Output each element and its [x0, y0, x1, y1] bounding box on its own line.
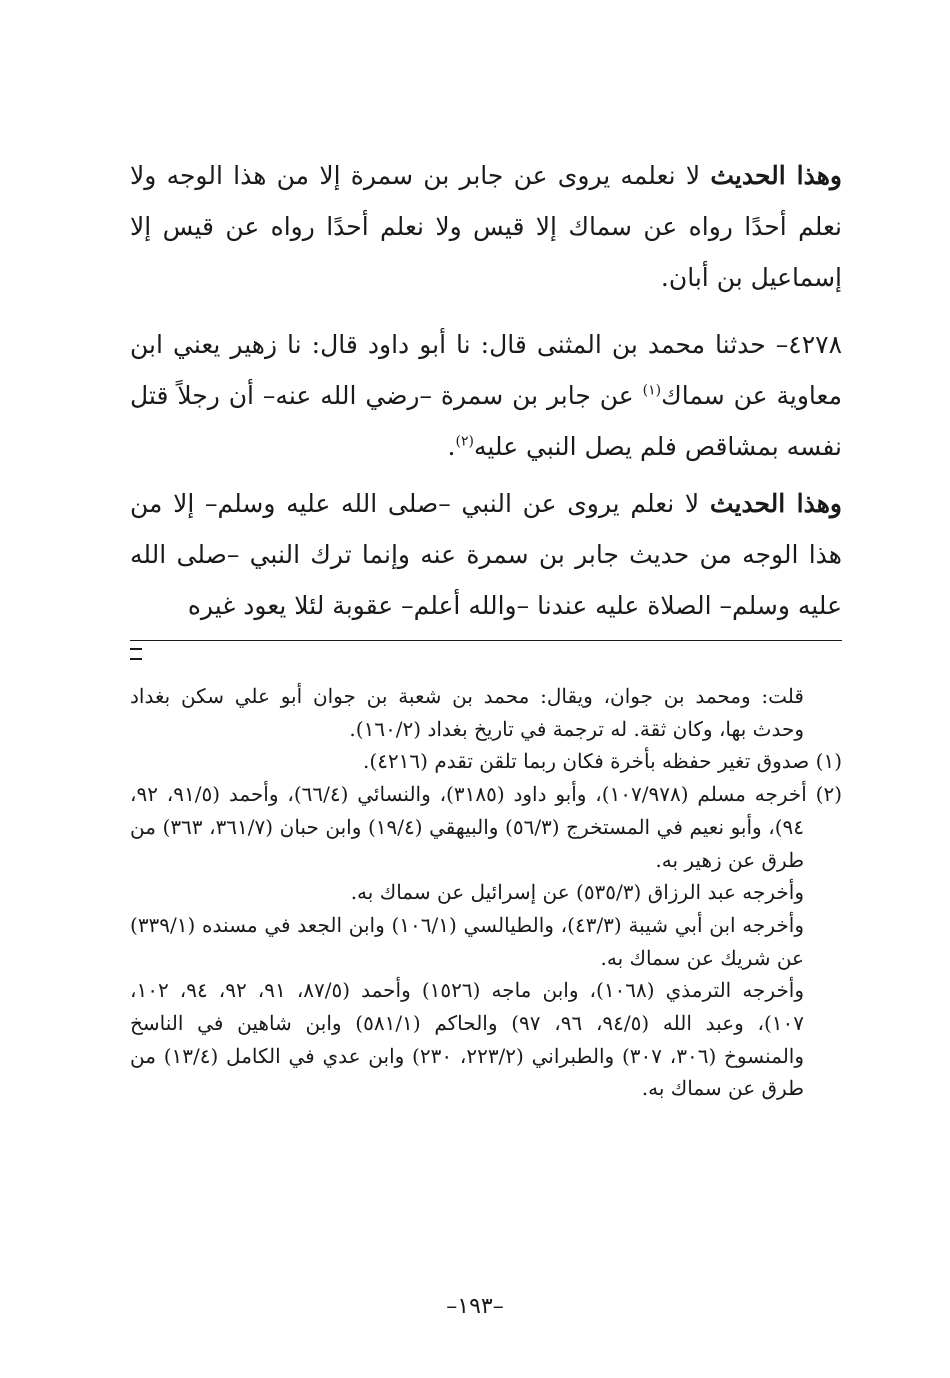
continuation-mark — [130, 648, 142, 660]
paragraph-1-text: لا نعلمه يروى عن جابر بن سمرة إلا من هذا الوجه ولا نعلم أحدًا رواه عن سماك إلا قيس ولا نعلم أحدًا رواه عن قيس إلا إسماعيل بن أبان. — [130, 161, 842, 292]
paragraph-2-text-a: ٤٢٧٨– حدثنا محمد بن المثنى قال: نا أبو داود قال: نا زهير يعني ابن معاوية عن سماك — [130, 330, 842, 410]
paragraph-1 — [130, 150, 842, 303]
footnote-ref-1[interactable]: (١) — [642, 382, 662, 399]
footnote-2: (٢) أخرجه مسلم (١٠٧/٩٧٨)، وأبو داود (٣١٨٥)، والنسائي (٦٦/٤)، وأحمد (٩١/٥، ٩٢، ٩٤)، وأبو نعيم في المستخرج (٥٦/٣) والبيهقي (١٩/٤) وابن حبان (٣٦١/٧، ٣٦٣) من طرق عن زهير به. — [130, 782, 842, 872]
footnote-continuation: قلت: ومحمد بن جوان، ويقال: محمد بن شعبة بن جوان أبو علي سكن بغداد وحدث بها، وكان ثقة. له ترجمة في تاريخ بغداد (١٦٠/٢). — [130, 684, 804, 741]
paragraph-3 — [130, 478, 842, 631]
paragraph-hadith-4278 — [130, 319, 842, 472]
footnote-2-abdulrazzaq: وأخرجه عبد الرزاق (٥٣٥/٣) عن إسرائيل عن سماك به. — [350, 880, 804, 905]
footnote-1: (١) صدوق تغير حفظه بأخرة فكان ربما تلقن تقدم (٤٢١٦). — [363, 749, 842, 774]
footnote-ref-2[interactable]: (٢) — [455, 433, 474, 450]
footnotes — [130, 680, 842, 1105]
main-text — [130, 150, 842, 631]
paragraph-3-text: لا نعلم يروى عن النبي –صلى الله عليه وسلم– إلا من هذا الوجه من حديث جابر بن سمرة عنه وإنما ترك النبي –صلى الله عليه وسلم– الصلاة عليه عندنا –والله أعلم– عقوبة لئلا يعود غيره — [130, 489, 842, 620]
paragraph-2-text-b: عن جابر بن سمرة –رضي الله عنه– أن رجلاً قتل نفسه بمشاقص فلم يصل النبي عليه — [130, 381, 842, 461]
footnote-2-tirmidhi: وأخرجه الترمذي (١٠٦٨)، وابن ماجه (١٥٢٦) وأحمد (٨٧/٥، ٩١، ٩٢، ٩٤، ١٠٢، ١٠٧)، وعبد الله (٩٤/٥، ٩٦، ٩٧) والحاكم (٥٨١/١) وابن شاهين في الناسخ والمنسوخ (٣٠٦، ٣٠٧) والطبراني (٢٢٣/٢، ٢٣٠) وابن عدي في الكامل (١٣/٤) من طرق عن سماك به. — [130, 978, 805, 1101]
paragraph-3-lead: وهذا الحديث — [709, 489, 842, 518]
paragraph-1-lead: وهذا الحديث — [710, 161, 842, 190]
paragraph-2-text-c: . — [447, 432, 456, 461]
footnote-separator — [130, 640, 842, 641]
page-number: –١٩٣– — [446, 1294, 504, 1319]
footnote-2-ibn-abi-shaybah: وأخرجه ابن أبي شيبة (٤٣/٣)، والطيالسي (١٠٦/١) وابن الجعد في مسنده (٣٣٩/١) عن شريك عن سماك به. — [130, 912, 805, 970]
